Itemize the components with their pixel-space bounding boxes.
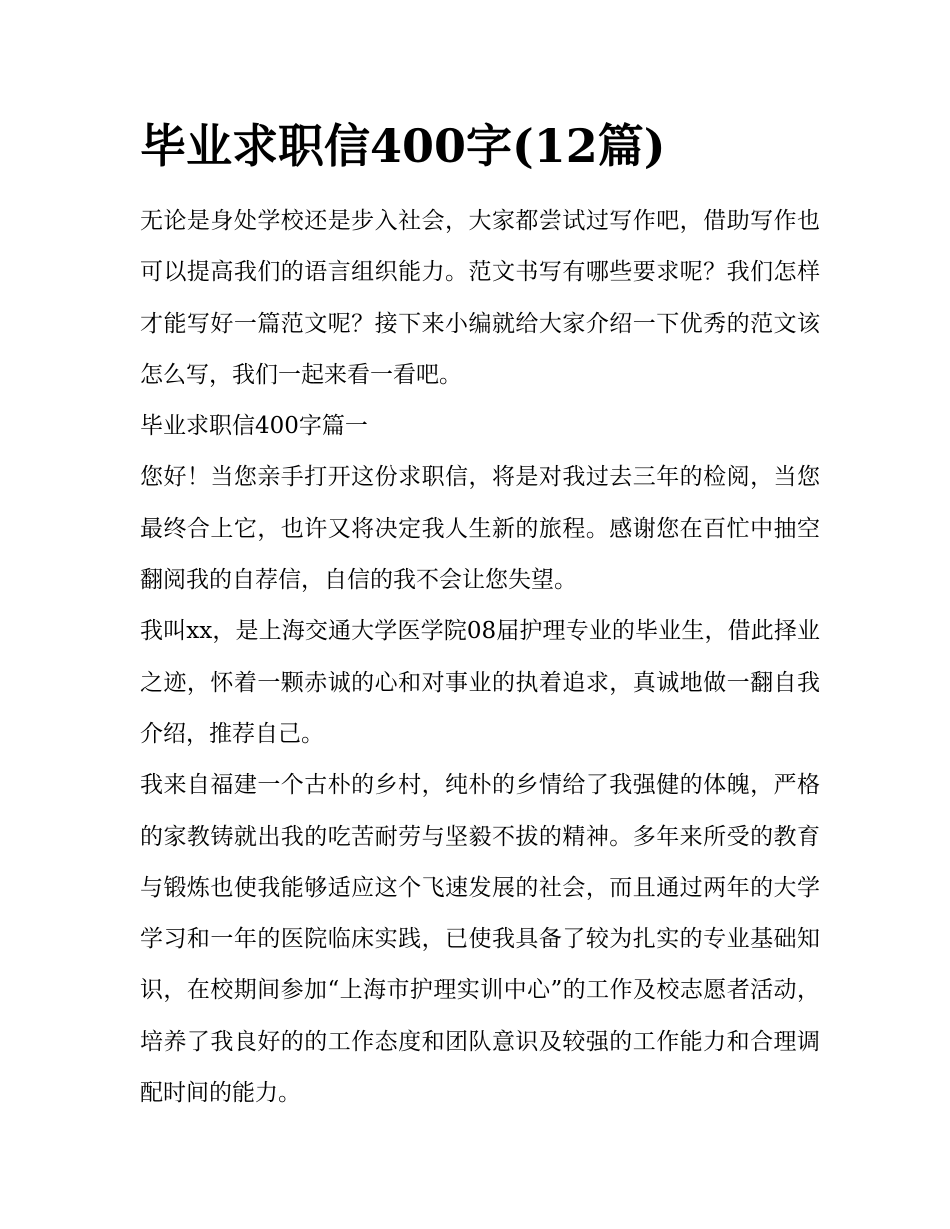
background-paragraph: 我来自福建一个古朴的乡村，纯朴的乡情给了我强健的体魄，严格的家教铸就出我的吃苦耐劳与坚毅不拔的精神。多年来所受的教育与锻炼也使我能够适应这个飞速发展的社会，而且通过两年的大学学习和一年的医院临床实践，已使我具备了较为扎实的专业基础知识，在校期间参加“上海市护理实训中心”的工作及校志愿者活动，培养了我良好的的工作态度和团队意识及较强的工作能力和合理调配时间的能力。 (140, 772, 820, 1107)
section-heading: 毕业求职信400字篇一 (140, 413, 368, 440)
intro-paragraph: 无论是身处学校还是步入社会，大家都尝试过写作吧，借助写作也可以提高我们的语言组织能力。范文书写有哪些要求呢？我们怎样才能写好一篇范文呢？接下来小编就给大家介绍一下优秀的范文该怎么写，我们一起来看一看吧。 (140, 208, 820, 388)
document-body (140, 196, 820, 1119)
self-intro-paragraph: 我叫xx，是上海交通大学医学院08届护理专业的毕业生，借此择业之迹，怀着一颗赤诚的心和对事业的执着追求，真诚地做一翻自我介绍，推荐自己。 (140, 618, 820, 747)
document-title: 毕业求职信400字(12篇) (140, 119, 666, 173)
greeting-paragraph: 您好！当您亲手打开这份求职信，将是对我过去三年的检阅，当您最终合上它，也许又将决定我人生新的旅程。感谢您在百忙中抽空翻阅我的自荐信，自信的我不会让您失望。 (140, 464, 820, 594)
